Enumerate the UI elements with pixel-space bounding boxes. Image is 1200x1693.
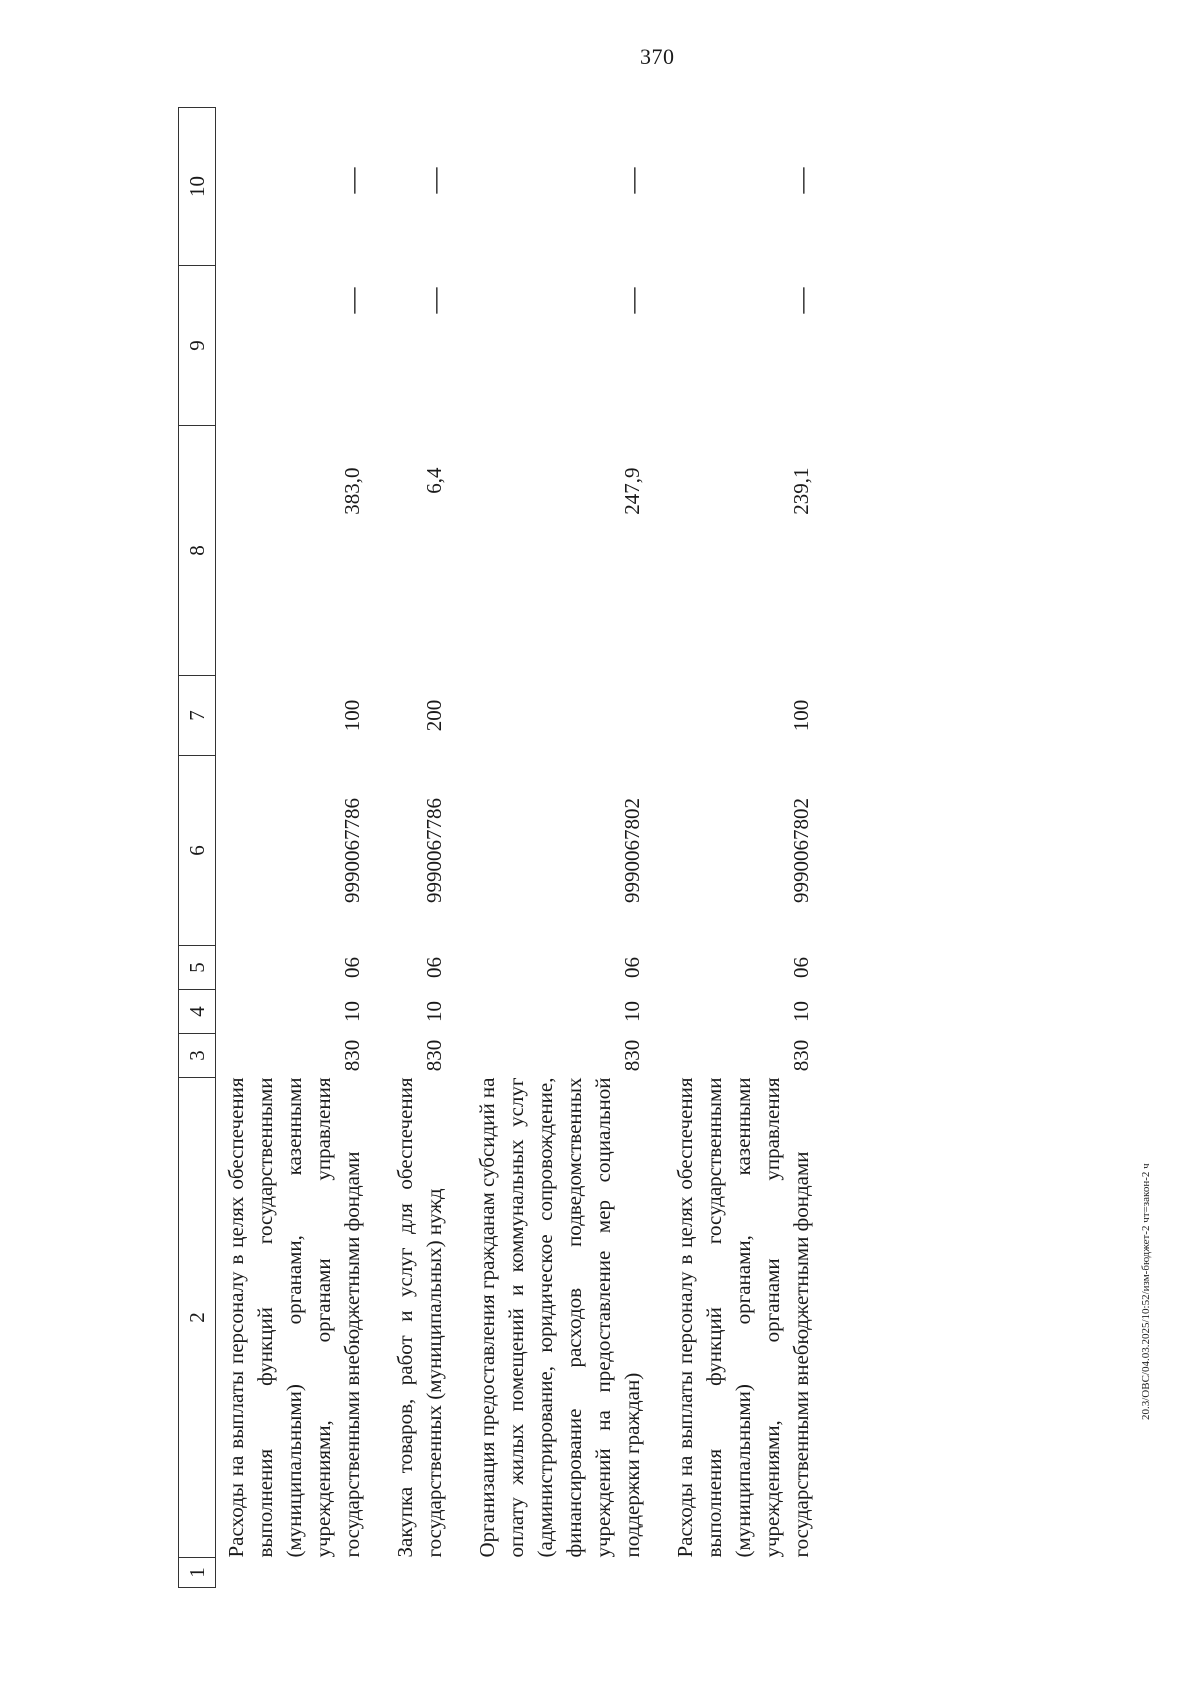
table-row <box>385 108 449 1588</box>
cell-col-9: — <box>420 287 449 314</box>
header-col-6: 6 <box>179 756 216 946</box>
cell-col-7 <box>467 676 647 756</box>
cell-col-6: 9990067802 <box>620 798 644 903</box>
header-col-4: 4 <box>179 990 216 1034</box>
cell-col-4: 10 <box>789 1001 813 1022</box>
cell-col-10: — <box>420 167 449 194</box>
budget-table <box>178 107 816 1588</box>
header-col-2: 2 <box>179 1078 216 1558</box>
cell-col-4: 10 <box>620 1001 644 1022</box>
row-description: Расходы на выплаты персоналу в целях обеспечения выполнения функций государственными (муниципальными) органами, казенными учреждениями, органами управления государственными внебюджетными фондами <box>224 1077 364 1558</box>
header-col-3: 3 <box>179 1034 216 1078</box>
cell-col-6: 9990067786 <box>422 798 446 903</box>
budget-table-rotated <box>178 108 978 1588</box>
page-number: 370 <box>640 44 675 69</box>
row-description: Расходы на выплаты персоналу в целях обеспечения выполнения функций государственными (муниципальными) органами, казенными учреждениями, органами управления государственными внебюджетными фондами <box>673 1077 813 1558</box>
cell-col-4: 10 <box>422 1001 446 1022</box>
cell-col-8: 239,1 <box>789 467 813 515</box>
cell-col-9: — <box>787 287 816 314</box>
cell-col-5: 06 <box>422 957 446 978</box>
cell-col-9: — <box>618 287 647 314</box>
cell-col-5: 06 <box>620 957 644 978</box>
cell-col-7: 200 <box>422 699 446 732</box>
cell-col-6: 9990067802 <box>789 798 813 903</box>
header-col-7: 7 <box>179 676 216 756</box>
table-row <box>216 108 368 1588</box>
cell-col-3: 830 <box>422 1039 446 1072</box>
header-col-9: 9 <box>179 266 216 426</box>
cell-col-3: 830 <box>789 1039 813 1072</box>
footer-document-code: 20.3/ОВС/04.03.2025/10:52/изм-бюджет-2 чт=закон-2 ч <box>1140 1163 1152 1420</box>
row-description: Закупка товаров, работ и услуг для обеспечения государственных (муниципальных) нужд <box>393 1077 446 1558</box>
cell-col-10: — <box>787 167 816 194</box>
cell-col-8: 6,4 <box>422 467 446 494</box>
cell-col-4: 10 <box>340 1001 364 1022</box>
header-col-8: 8 <box>179 426 216 676</box>
cell-col-3: 830 <box>340 1039 364 1072</box>
header-col-5: 5 <box>179 946 216 990</box>
cell-col-7: 100 <box>340 699 364 732</box>
header-col-10: 10 <box>179 108 216 266</box>
cell-col-5: 06 <box>340 957 364 978</box>
cell-col-5: 06 <box>789 957 813 978</box>
table-header <box>179 108 216 1588</box>
cell-col-8: 383,0 <box>340 467 364 515</box>
table-row <box>665 108 816 1588</box>
cell-col-10: — <box>338 167 367 194</box>
cell-col-10: — <box>618 167 647 194</box>
row-description: Организация предоставления гражданам субсидий на оплату жилых помещений и коммунальных услуг (администрирование, юридическое сопровождение, финансирование расходов подведомственных учреждений на предоставление мер социальной поддержки граждан) <box>475 1077 644 1558</box>
cell-col-6: 9990067786 <box>340 798 364 903</box>
cell-col-7: 100 <box>789 699 813 732</box>
cell-col-3: 830 <box>620 1039 644 1072</box>
cell-col-9: — <box>338 287 367 314</box>
table-row <box>467 108 647 1588</box>
cell-col-8: 247,9 <box>620 467 644 515</box>
header-col-1: 1 <box>179 1558 216 1588</box>
